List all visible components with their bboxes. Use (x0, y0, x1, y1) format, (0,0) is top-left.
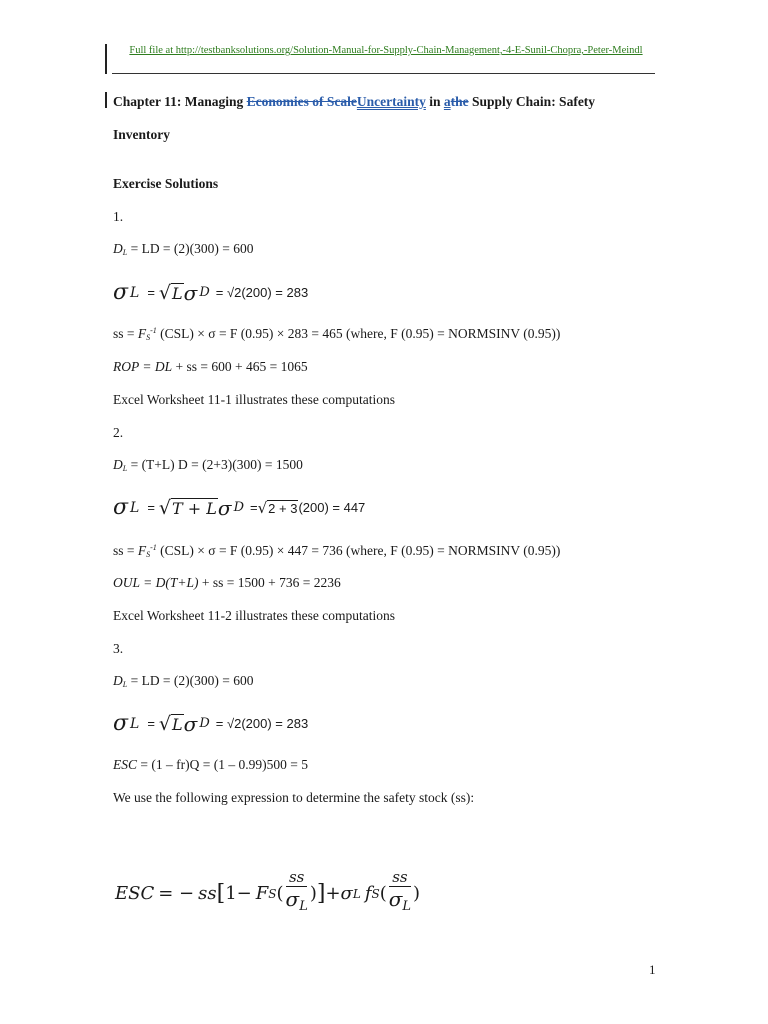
sigma-equation: σ L = √ L σ D = √2(200) = 283 (113, 711, 309, 736)
exercise-number: 3. (113, 641, 124, 656)
chapter-title-line2: Inventory (113, 127, 170, 142)
expected-shortage-line: ESC = (1 – fr)Q = (1 – 0.99)500 = 5 (113, 757, 308, 772)
excel-note: Excel Worksheet 11-1 illustrates these computations (113, 392, 395, 407)
order-up-to-level-line: OUL = D(T+L) + ss = 1500 + 736 = 2236 (113, 575, 341, 590)
page-number: 1 (649, 962, 656, 977)
demand-lead-time: $D_L$ = LD = (2)(300) = 600 (113, 673, 254, 689)
reorder-point-line: ROP = DL + ss = 600 + 465 = 1065 (113, 359, 308, 374)
exercise-number: 1. (113, 209, 124, 224)
expression-intro: We use the following expression to determine the safety stock (ss): (113, 790, 475, 805)
sigma-equation: σ L = √ T + L σ D = √ 2 + 3 (200) = 447 (113, 495, 366, 520)
revision-bar (105, 44, 107, 74)
header-link[interactable]: Full file at http://testbanksolutions.org/Solution-Manual-for-Supply-Chain-Management,-4-E-Sunil-Chopra,-Peter-Meindl (129, 45, 643, 56)
revision-bar (105, 92, 107, 108)
header-rule (112, 73, 655, 74)
excel-note: Excel Worksheet 11-2 illustrates these computations (113, 608, 395, 623)
sigma-equation: σ L = √ L σ D = √2(200) = 283 (113, 280, 309, 305)
safety-stock-line: ss = $F_S^{-1}$ (CSL) × σ = F (0.95) × 447 = 736 (where, F (0.95) = NORMSINV (0.95)) (113, 543, 561, 559)
esc-formula: ESC = − ss [ 1− F S ( $\frac{ss}{\sigma_L}$ ) ] + σ L f S ( $\frac{ss}{\sigma_L}$ ) (115, 868, 421, 914)
demand-lead-time: $D_L$ = LD = (2)(300) = 600 (113, 241, 254, 257)
section-title: Exercise Solutions (113, 176, 219, 191)
chapter-title: Chapter 11: Managing Economies of ScaleUncertainty in athe Supply Chain: Safety (113, 94, 596, 109)
exercise-number: 2. (113, 425, 124, 440)
safety-stock-line: ss = $F_S^{-1}$ (CSL) × σ = F (0.95) × 283 = 465 (where, F (0.95) = NORMSINV (0.95)) (113, 326, 561, 342)
demand-lead-time: $D_L = (T+L) D = (2+3)(300) = 1500$ (113, 457, 303, 473)
